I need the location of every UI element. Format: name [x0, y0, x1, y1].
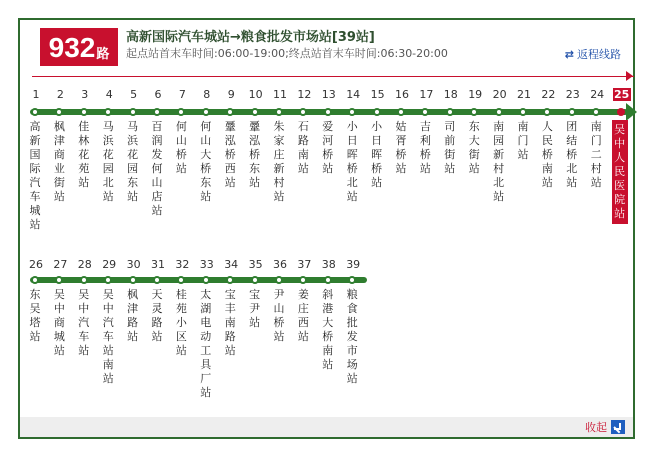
stop-dot-icon [495, 108, 503, 116]
stop-name: 何山大桥东站 [200, 120, 212, 203]
stop-dot-icon [568, 108, 576, 116]
direction-arrow-icon [626, 71, 633, 81]
stop-name: 马浜花园北站 [102, 120, 114, 203]
stop-number: 25 [613, 88, 630, 101]
stop-name: 吴中汽车站南站 [102, 288, 114, 385]
stop-number: 35 [248, 258, 263, 271]
route-title: 高新国际汽车城站→粮食批发市场站[39站] [126, 30, 375, 45]
stop-dot-icon [373, 108, 381, 116]
route-suffix: 路 [96, 47, 110, 62]
stop-name: 粮食批发市场站 [346, 288, 358, 385]
bus-route-panel [18, 18, 635, 439]
stop-number: 29 [102, 258, 117, 271]
stop-name: 太湖电动工具厂站 [200, 288, 212, 399]
stop-name: 南门站 [517, 120, 529, 161]
stop-number: 11 [273, 88, 287, 101]
stop-number: 37 [297, 258, 312, 271]
stop-dot-icon [153, 276, 161, 284]
stop-name: 斜港大桥南站 [322, 288, 334, 371]
stop-name: 佳林花苑站 [78, 120, 90, 189]
stop-dot-icon [251, 108, 259, 116]
stop-number: 31 [151, 258, 165, 271]
stop-number: 32 [175, 258, 190, 271]
stop-number: 3 [81, 88, 89, 101]
stop-name: 姜庄西站 [297, 288, 309, 343]
stop-name: 南园新村北站 [493, 120, 505, 203]
track-arrow-icon [626, 103, 637, 121]
stop-dot-icon [202, 108, 210, 116]
stop-dot-icon [324, 276, 332, 284]
stop-name: 吴中人民医院站 [612, 120, 628, 224]
stop-name: 司前街站 [444, 120, 456, 175]
stop-name: 枫津商业街站 [53, 120, 65, 203]
stop-number: 13 [321, 88, 336, 101]
stop-name: 南门二村站 [590, 120, 602, 189]
stop-name: 何山桥站 [175, 120, 187, 175]
stop-dot-icon [202, 276, 210, 284]
stop-number: 36 [273, 258, 287, 271]
stop-number: 6 [154, 88, 162, 101]
stop-number: 19 [468, 88, 483, 101]
stop-name: 小日晖桥站 [371, 120, 383, 189]
stop-number: 20 [492, 88, 507, 101]
stop-name: 高新国际汽车城站 [29, 120, 41, 231]
stop-number: 7 [178, 88, 186, 101]
stop-dot-icon [80, 276, 88, 284]
return-route-label: 返程线路 [577, 48, 621, 61]
stop-name: 百润发何山店站 [151, 120, 163, 217]
stop-name: 人民桥南站 [541, 120, 553, 189]
stop-number: 38 [321, 258, 336, 271]
stop-number: 2 [56, 88, 64, 101]
stop-number: 1 [32, 88, 40, 101]
stop-name: 吉利桥站 [419, 120, 431, 175]
stop-number: 18 [443, 88, 458, 101]
stop-dot-icon [153, 108, 161, 116]
stop-number: 10 [248, 88, 263, 101]
stop-name: 宝尹站 [249, 288, 261, 329]
stop-dot-icon [617, 108, 625, 116]
stop-dot-icon [80, 108, 88, 116]
stop-name: 东吴塔站 [29, 288, 41, 343]
stop-name: 马浜花园东站 [127, 120, 139, 203]
stop-dot-icon [129, 276, 137, 284]
stop-name: 小日晖桥北站 [346, 120, 358, 203]
stop-name: 鞷泓桥东站 [249, 120, 261, 189]
stop-dot-icon [324, 108, 332, 116]
stop-name: 宝丰南路站 [224, 288, 236, 357]
stop-name: 爱河桥站 [322, 120, 334, 175]
stop-dot-icon [446, 108, 454, 116]
stop-name: 吴中汽车站 [78, 288, 90, 357]
stop-name: 吴中商城站 [53, 288, 65, 357]
stop-number: 15 [370, 88, 385, 101]
stop-dot-icon [129, 108, 137, 116]
stop-dot-icon [251, 276, 259, 284]
stop-name: 尹山桥站 [273, 288, 285, 343]
stop-name: 团结桥北站 [566, 120, 578, 189]
stop-number: 16 [395, 88, 409, 101]
route-number-badge [40, 28, 118, 66]
stop-dot-icon [519, 108, 527, 116]
stop-number: 28 [77, 258, 92, 271]
stop-number: 27 [53, 258, 68, 271]
stop-number: 12 [297, 88, 312, 101]
route-number: 932 [48, 32, 96, 63]
stop-number: 34 [224, 258, 239, 271]
stop-number: 17 [419, 88, 434, 101]
stop-number: 4 [105, 88, 113, 101]
stop-dot-icon [275, 108, 283, 116]
stop-dot-icon [31, 276, 39, 284]
stop-name: 枫津路站 [127, 288, 139, 343]
stop-name: 鞷泓桥西站 [224, 120, 236, 189]
collapse-arrow-icon [611, 420, 625, 434]
stop-number: 23 [565, 88, 580, 101]
collapse-label: 收起 [585, 421, 607, 434]
stop-number: 30 [126, 258, 141, 271]
stop-number: 26 [29, 258, 43, 271]
stop-number: 33 [199, 258, 214, 271]
panel-footer [20, 417, 633, 437]
stop-dot-icon [31, 108, 39, 116]
stop-number: 9 [227, 88, 235, 101]
stop-name: 姑胥桥站 [395, 120, 407, 175]
swap-icon: ⇄ [564, 48, 574, 61]
stop-number: 24 [590, 88, 605, 101]
stop-name: 石路南站 [297, 120, 309, 175]
stop-number: 5 [130, 88, 138, 101]
collapse-button[interactable] [585, 419, 625, 435]
stop-dot-icon [397, 108, 405, 116]
stop-dot-icon [275, 276, 283, 284]
direction-line [32, 76, 634, 77]
stop-number: 14 [346, 88, 361, 101]
stop-number: 21 [517, 88, 531, 101]
service-times: 起点站首末车时间:06:00-19:00;终点站首末车时间:06:30-20:00 [126, 47, 448, 60]
stop-number: 39 [346, 258, 361, 271]
stop-number: 8 [203, 88, 211, 101]
return-route-link[interactable] [565, 46, 621, 62]
stop-number: 22 [541, 88, 556, 101]
stop-name: 桂苑小区站 [175, 288, 187, 357]
stop-name: 东大街站 [468, 120, 480, 175]
stop-name: 天灵路站 [151, 288, 163, 343]
stop-name: 朱家庄新村站 [273, 120, 285, 203]
